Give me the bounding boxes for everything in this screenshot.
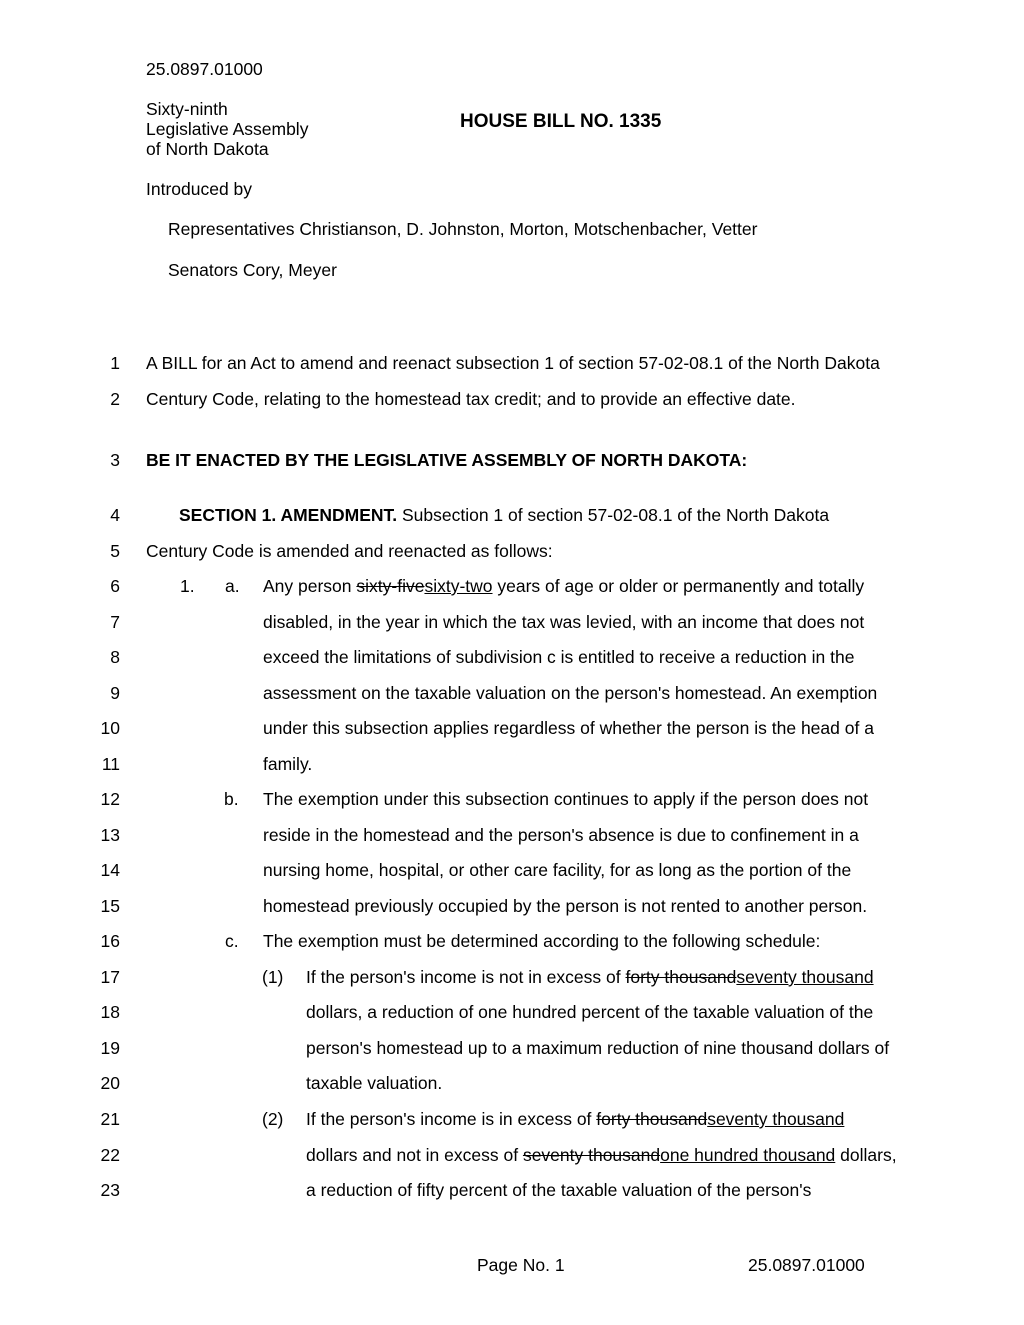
line-number: 3 <box>110 450 120 470</box>
bill-text-line: under this subsection applies regardless of whether the person is the head of a <box>263 718 874 738</box>
bill-text-line: a reduction of fifty percent of the taxable valuation of the person's <box>306 1180 812 1200</box>
line-number: 16 <box>100 931 120 951</box>
line-number: 15 <box>100 896 120 916</box>
line-number: 17 <box>100 967 120 987</box>
amended-line <box>306 967 874 987</box>
inserted-text: one hundred thousand <box>660 1145 836 1165</box>
bill-text-line: The exemption must be determined according to the following schedule: <box>263 931 821 951</box>
bill-text-line: Century Code, relating to the homestead tax credit; and to provide an effective date. <box>146 389 796 409</box>
introduced-by: Introduced by <box>146 179 253 199</box>
text-segment: If the person's income is not in excess of <box>306 967 626 987</box>
paragraph-label: (1) <box>262 967 284 987</box>
bill-text-line: A BILL for an Act to amend and reenact subsection 1 of section 57-02-08.1 of the North Dakota <box>146 353 880 373</box>
line-number: 5 <box>110 541 120 561</box>
line-number: 12 <box>100 789 120 809</box>
footer-bill-code: 25.0897.01000 <box>748 1255 865 1275</box>
line-number: 9 <box>110 683 120 703</box>
line-number: 8 <box>110 647 120 667</box>
representatives: Representatives Christianson, D. Johnston, Morton, Motschenbacher, Vetter <box>168 219 758 239</box>
page-number: Page No. 1 <box>477 1255 565 1275</box>
line-number: 22 <box>100 1145 120 1165</box>
text-segment: dollars and not in excess of <box>306 1145 523 1165</box>
section-heading: SECTION 1. AMENDMENT. <box>179 505 398 525</box>
line-number: 18 <box>100 1002 120 1022</box>
bill-text-line: assessment on the taxable valuation on the person's homestead. An exemption <box>263 683 878 703</box>
line-number: 21 <box>100 1109 120 1129</box>
bill-text-line: The exemption under this subsection continues to apply if the person does not <box>263 789 869 809</box>
bill-text-line: nursing home, hospital, or other care facility, for as long as the portion of the <box>263 860 852 880</box>
deleted-text: seventy thousand <box>522 1145 661 1165</box>
line-number: 4 <box>110 505 120 525</box>
bill-title: HOUSE BILL NO. 1335 <box>460 111 662 132</box>
line-number: 20 <box>100 1073 120 1093</box>
bill-text-line: taxable valuation. <box>306 1073 443 1093</box>
inserted-text: seventy thousand <box>736 967 874 987</box>
deleted-text: forty thousand <box>596 1109 708 1129</box>
subdivision-label: a. <box>225 576 240 596</box>
line-number: 13 <box>100 825 120 845</box>
line-number: 7 <box>110 612 120 632</box>
paragraph-label: (2) <box>262 1109 284 1129</box>
inserted-text: seventy thousand <box>707 1109 845 1129</box>
line-number: 14 <box>100 860 120 880</box>
assembly-line-1: Sixty-ninth <box>146 99 228 119</box>
senators: Senators Cory, Meyer <box>168 260 337 280</box>
bill-text-line: reside in the homestead and the person's absence is due to confinement in a <box>263 825 859 845</box>
enacting-clause: BE IT ENACTED BY THE LEGISLATIVE ASSEMBLY OF NORTH DAKOTA: <box>146 450 748 470</box>
assembly-line-2: Legislative Assembly <box>146 119 309 139</box>
section-text: Subsection 1 of section 57-02-08.1 of the North Dakota <box>397 505 830 525</box>
line-number: 6 <box>110 576 120 596</box>
line-number: 10 <box>100 718 120 738</box>
amended-line <box>263 576 864 596</box>
bill-text-line: exceed the limitations of subdivision c is entitled to receive a reduction in the <box>263 647 855 667</box>
amended-line <box>306 1145 897 1165</box>
subdivision-label: c. <box>225 931 239 951</box>
line-number: 23 <box>100 1180 120 1200</box>
line-number: 11 <box>101 754 120 774</box>
bill-text-line: homestead previously occupied by the person is not rented to another person. <box>263 896 868 916</box>
assembly-line-3: of North Dakota <box>146 139 269 159</box>
bill-text-line: family. <box>263 754 313 774</box>
subdivision-label: b. <box>224 789 239 809</box>
line-number: 1 <box>110 353 120 373</box>
bill-text-line: disabled, in the year in which the tax was levied, with an income that does not <box>263 612 865 632</box>
inserted-text: sixty-two <box>424 576 493 596</box>
amended-line <box>306 1109 844 1129</box>
text-segment: If the person's income is in excess of <box>306 1109 597 1129</box>
text-segment: dollars, <box>835 1145 897 1165</box>
bill-text-line: dollars, a reduction of one hundred percent of the taxable valuation of the <box>306 1002 874 1022</box>
deleted-text: forty thousand <box>625 967 737 987</box>
deleted-text: sixty-five <box>356 576 425 596</box>
bill-text-line: Century Code is amended and reenacted as follows: <box>146 541 553 561</box>
line-number: 19 <box>100 1038 120 1058</box>
section-heading-line <box>179 505 829 525</box>
bill-text-line: person's homestead up to a maximum reduction of nine thousand dollars of <box>306 1038 890 1058</box>
subsection-number: 1. <box>180 576 195 596</box>
text-segment: years of age or older or permanently and totally <box>492 576 865 596</box>
bill-code: 25.0897.01000 <box>146 59 263 79</box>
text-segment: Any person <box>263 576 357 596</box>
line-number: 2 <box>110 389 120 409</box>
